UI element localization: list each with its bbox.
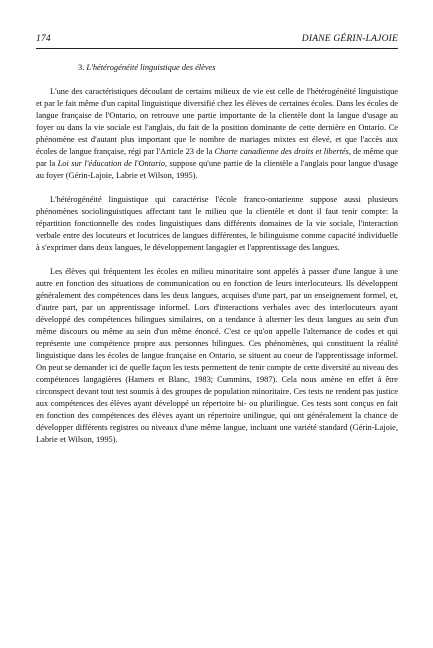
section-number: 3.: [78, 63, 85, 72]
section-heading: [36, 62, 398, 74]
paragraph-3: Les élèves qui fréquentent les écoles en milieu minoritaire sont appelés à passer d'une langue à une autre en fonction des situations de communication ou en fonction de leurs interlocuteurs. Ils développent généralement des compétences dans les deux langues, acquises d'une part, par un enseignement formel, et, d'autre part, par un apprentissage informel. Lors d'interactions verbales avec des interlocuteurs ayant développé des compétences bilingues similaires, on a tendance à alterner les deux langues au sein d'un même discours ou même au sein d'un même énoncé. C'est ce qu'on appelle l'alternance de codes et qui représente une compétence propre aux personnes bilingues. Ces phénomènes, qui constituent la réalité linguistique dans les écoles de langue française en Ontario, se situent au coeur de l'apprentissage informel. On peut se demander ici de quelle façon les tests permettent de tenir compte de cette diversité au niveau des compétences langagières (Hamers et Blanc, 1983; Cummins, 1987). Cela nous amène en effet à être circonspect devant tout test soumis à des groupes de population minoritaire. Ces tests ne rendent pas justice aux compétences des élèves ayant développé un répertoire bi- ou plurilingue. Ces tests sont conçus en fait en fonction des compétences des élèves ayant un répertoire unilingue, qui ont généralement la chance de développer différents registres ou niveaux d'une même langue, incluant une variété standard (Gérin-Lajoie, Labrie et Wilson, 1995).: [36, 267, 398, 444]
page-number: 174: [36, 34, 51, 44]
paragraph-1-text-c: , de même que par la: [36, 147, 399, 168]
paragraph-2: L'hétérogénéité linguistique qui caractérise l'école franco-ontarienne suppose aussi plusieurs phénomènes sociolinguistiques affectant tant le milieu que la clientèle et dont il faut tenir compte: la répartition fonctionnelle des codes linguistiques dans différents domaines de la vie sociale, l'interaction verbale entre des locuteurs et locutrices de langues différentes, le bilinguisme comme capacité individuelle à s'exprimer dans deux langues, le développement langagier et l'apprentissage des langues.: [36, 195, 398, 252]
charter-title: Charte canadienne des droits et libertés: [214, 147, 349, 156]
paragraph-1-text-a: L'une des caractéristiques découlant de certains milieux de vie est celle de l'hétérogénéité linguistique et par le fait même d'un capital linguistique diversifié chez les élèves de certaines écoles. Dans les écoles de langue française de l'Ontario, on retrouve une partie importante de la clientèle dont la langue d'usage au foyer ou dans la vie sociale est l'anglais, du fait de la position dominante de cette dernière en Ontario. Ce phénomène est d'autant plus important que le nombre de mariages mixtes est élevé, et que l'accès aux écoles de langue française, régi par l'Article 23 de la: [36, 87, 398, 156]
header-rule: [36, 48, 398, 49]
running-author: DIANE GÉRIN-LAJOIE: [301, 34, 398, 44]
running-header: [36, 34, 398, 48]
education-act-title: Loi sur l'éducation de l'Ontario: [57, 159, 165, 168]
section-title: L'hétérogénéité linguistique des élèves: [86, 63, 216, 72]
page-body: [36, 62, 398, 458]
paragraph-1: [36, 86, 398, 182]
paragraph-1-text-e: , suppose qu'une partie de la clientèle a l'anglais pour langue d'usage au foyer (Gérin-Lajoie, Labrie et Wilson, 1995).: [36, 159, 398, 180]
